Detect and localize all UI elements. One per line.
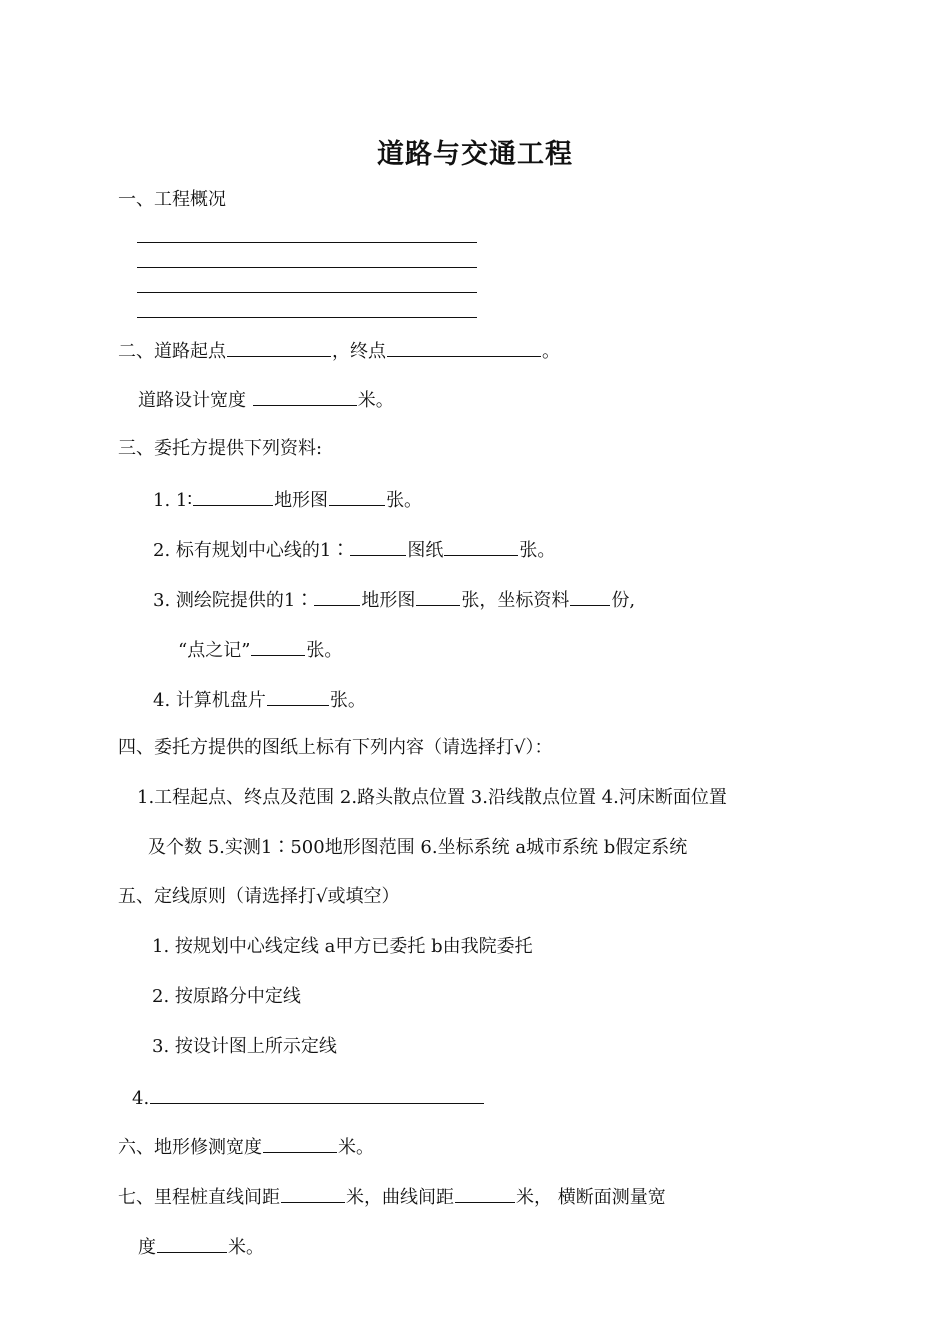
straight-spacing-blank[interactable] — [281, 1184, 345, 1203]
alignment-option-1: 1. 按规划中心线定线 a甲方已委托 b由我院委托 — [152, 936, 533, 957]
section-7-line — [118, 1184, 666, 1210]
end-suffix: 。 — [542, 341, 560, 362]
item-number: 4. — [153, 690, 171, 711]
copies-unit: 份, — [611, 590, 636, 611]
meter-unit: 米。 — [228, 1237, 264, 1258]
scale-blank[interactable] — [350, 537, 406, 556]
overview-line-1[interactable] — [137, 242, 477, 243]
section-2-line — [118, 338, 560, 364]
alignment-option-3: 3. 按设计图上所示定线 — [152, 1036, 337, 1057]
meter-unit: 米。 — [338, 1137, 374, 1158]
material-item-3 — [153, 587, 635, 613]
terrain-width-label: 六、地形修测宽度 — [118, 1137, 262, 1158]
sheet-count-blank[interactable] — [329, 487, 385, 506]
road-width-label: 道路设计宽度 — [138, 390, 246, 411]
curve-spacing-blank[interactable] — [455, 1184, 515, 1203]
map-label: 地形图 — [274, 490, 329, 511]
width-label: 度 — [138, 1237, 156, 1258]
scale-blank[interactable] — [193, 487, 273, 506]
cross-section-width-blank[interactable] — [157, 1234, 227, 1253]
overview-line-4[interactable] — [137, 317, 477, 318]
section-7-cont — [138, 1234, 264, 1260]
section-4-heading: 四、委托方提供的图纸上标有下列内容（请选择打√）： — [118, 737, 553, 758]
road-width-blank[interactable] — [253, 387, 357, 406]
document-title: 道路与交通工程 — [377, 139, 573, 170]
road-width-unit: 米。 — [357, 390, 394, 411]
section-3-heading: 三、委托方提供下列资料: — [118, 438, 323, 459]
point-record-label: “点之记” — [178, 640, 251, 661]
alignment-option-2: 2. 按原路分中定线 — [152, 986, 301, 1007]
alignment-other-blank[interactable] — [150, 1085, 484, 1104]
overview-line-3[interactable] — [137, 292, 477, 293]
section-5-heading: 五、定线原则（请选择打√或填空） — [118, 886, 400, 907]
planning-scale-label: 标有规划中心线的1∶ — [175, 540, 350, 561]
road-end-label: ，终点 — [332, 341, 386, 362]
sheet-count-blank[interactable] — [444, 537, 518, 556]
survey-scale-label: 测绘院提供的1∶ — [175, 590, 314, 611]
road-end-blank[interactable] — [387, 338, 541, 357]
section-6-line — [118, 1134, 374, 1160]
overview-line-2[interactable] — [137, 267, 477, 268]
alignment-option-4 — [132, 1085, 485, 1111]
scale-label: 1∶ — [175, 490, 193, 511]
sheet-unit: 张。 — [386, 490, 423, 511]
curve-spacing-label: 米，曲线间距 — [346, 1187, 454, 1208]
material-item-3-cont — [178, 637, 342, 663]
point-record-blank[interactable] — [251, 637, 305, 656]
material-item-1 — [153, 487, 422, 513]
map-label: 地形图 — [361, 590, 416, 611]
sheet-unit: 张。 — [519, 540, 556, 561]
sheet-count-blank[interactable] — [416, 587, 460, 606]
item-number: 2. — [153, 540, 171, 561]
road-width-line — [138, 387, 394, 413]
scale-blank[interactable] — [314, 587, 360, 606]
item-number: 1. — [153, 490, 171, 511]
section-1-heading: 一、工程概况 — [118, 189, 226, 210]
item-number: 3. — [153, 590, 171, 611]
material-item-2 — [153, 537, 555, 563]
sheet-unit: 张。 — [306, 640, 343, 661]
terrain-width-blank[interactable] — [263, 1134, 337, 1153]
drawing-contents-line-2: 及个数 5.实测1∶500地形图范围 6.坐标系统 a城市系统 b假定系统 — [148, 837, 688, 858]
cross-section-label: 米， 横断面测量宽 — [516, 1187, 666, 1208]
drawing-label: 图纸 — [407, 540, 444, 561]
coordinate-label: 张，坐标资料 — [461, 590, 570, 611]
disk-count-blank[interactable] — [267, 687, 329, 706]
drawing-contents-line-1: 1.工程起点、终点及范围 2.路头散点位置 3.沿线散点位置 4.河床断面位置 — [137, 787, 727, 808]
road-start-label: 二、道路起点 — [118, 341, 226, 362]
material-item-4 — [153, 687, 366, 713]
coordinate-count-blank[interactable] — [570, 587, 610, 606]
option-number: 4. — [132, 1088, 150, 1109]
sheet-unit: 张。 — [329, 690, 366, 711]
disk-label: 计算机盘片 — [175, 690, 266, 711]
straight-spacing-label: 七、里程桩直线间距 — [118, 1187, 280, 1208]
road-start-blank[interactable] — [227, 338, 331, 357]
